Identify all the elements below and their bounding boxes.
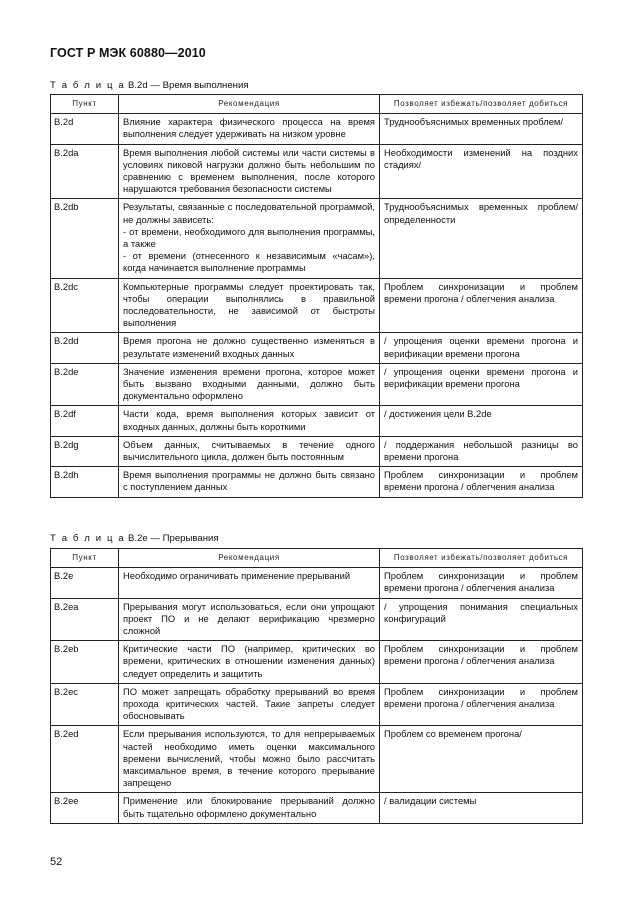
cell-item: B.2da bbox=[51, 144, 119, 199]
interrupts-table bbox=[50, 548, 583, 824]
cell-recommendation: Время прогона не должно существенно изменяться в результате изменений входных данных bbox=[119, 333, 380, 363]
table-row bbox=[51, 278, 583, 333]
document-header: ГОСТ Р МЭК 60880—2010 bbox=[50, 46, 206, 60]
table-row bbox=[51, 467, 583, 497]
caption-prefix: Т а б л и ц а bbox=[50, 533, 126, 544]
cell-recommendation: Компьютерные программы следует проектировать так, чтобы операции выполнялись в правильной последовательности, не зависимой от быстроты выполнения bbox=[119, 278, 380, 333]
table-row bbox=[51, 199, 583, 278]
cell-recommendation: Результаты, связанные с последовательной программой, не должны зависеть: - от времени, необходимого для выполнения программы, а также - от времени (отнесенного к независимым «часам»), когда начинается выполнение программы bbox=[119, 199, 380, 278]
cell-item: B.2d bbox=[51, 114, 119, 144]
cell-item: B.2dh bbox=[51, 467, 119, 497]
execution-time-table bbox=[50, 94, 583, 498]
table-row bbox=[51, 598, 583, 641]
table-body bbox=[51, 568, 583, 824]
cell-item: B.2ea bbox=[51, 598, 119, 641]
cell-allows: Проблем синхронизации и проблем времени прогона / облегчения анализа bbox=[380, 467, 583, 497]
table-row bbox=[51, 793, 583, 823]
cell-recommendation: ПО может запрещать обработку прерываний во время прохода критических частей. Такие запреты следует обосновывать bbox=[119, 683, 380, 726]
column-header-item: Пункт bbox=[51, 549, 119, 568]
column-header-item: Пункт bbox=[51, 95, 119, 114]
cell-item: B.2e bbox=[51, 568, 119, 598]
cell-allows: Проблем синхронизации и проблем времени прогона / облегчения анализа bbox=[380, 568, 583, 598]
cell-recommendation: Необходимо ограничивать применение прерываний bbox=[119, 568, 380, 598]
cell-item: B.2dd bbox=[51, 333, 119, 363]
cell-allows: Проблем синхронизации и проблем времени прогона / облегчения анализа bbox=[380, 278, 583, 333]
cell-recommendation: Прерывания могут использоваться, если они упрощают проект ПО и не делают верификацию чрезмерно сложной bbox=[119, 598, 380, 641]
cell-item: B.2de bbox=[51, 363, 119, 406]
cell-recommendation: Влияние характера физического процесса на время выполнения следует удерживать на низком уровне bbox=[119, 114, 380, 144]
cell-recommendation: Применение или блокирование прерываний должно быть тщательно оформлено документально bbox=[119, 793, 380, 823]
table-row bbox=[51, 683, 583, 726]
cell-item: B.2df bbox=[51, 406, 119, 436]
cell-allows: / упрощения оценки времени прогона и верификации времени прогона bbox=[380, 333, 583, 363]
cell-allows: Проблем синхронизации и проблем времени прогона / облегчения анализа bbox=[380, 641, 583, 684]
cell-allows: Труднообъяснимых временных проблем/ определенности bbox=[380, 199, 583, 278]
cell-recommendation: Части кода, время выполнения которых зависит от входных данных, должны быть короткими bbox=[119, 406, 380, 436]
cell-recommendation: Время выполнения программы не должно быть связано с поступлением данных bbox=[119, 467, 380, 497]
cell-item: B.2ee bbox=[51, 793, 119, 823]
table-row bbox=[51, 406, 583, 436]
table-row bbox=[51, 568, 583, 598]
cell-item: B.2dc bbox=[51, 278, 119, 333]
table-row bbox=[51, 641, 583, 684]
table-row bbox=[51, 436, 583, 466]
table-caption bbox=[50, 533, 219, 544]
cell-item: B.2ed bbox=[51, 726, 119, 793]
cell-recommendation: Время выполнения любой системы или части системы в условиях пиковой нагрузки должно быть небольшим по сравнению с временем выполнения, после которого нарушаются требования безопасности системы bbox=[119, 144, 380, 199]
caption-text: B.2d — Время выполнения bbox=[127, 80, 249, 91]
column-header-allows: Позволяет избежать/позволяет добиться bbox=[380, 549, 583, 568]
cell-allows: / упрощения оценки времени прогона и верификации времени прогона bbox=[380, 363, 583, 406]
table-row bbox=[51, 144, 583, 199]
column-header-recommendation: Рекомендация bbox=[119, 549, 380, 568]
cell-allows: Труднообъяснимых временных проблем/ bbox=[380, 114, 583, 144]
cell-item: B.2db bbox=[51, 199, 119, 278]
table-header-row bbox=[51, 95, 583, 114]
cell-allows: / поддержания небольшой разницы во времени прогона bbox=[380, 436, 583, 466]
cell-item: B.2ec bbox=[51, 683, 119, 726]
caption-prefix: Т а б л и ц а bbox=[50, 80, 126, 91]
cell-allows: Проблем со временем прогона/ bbox=[380, 726, 583, 793]
table-row bbox=[51, 333, 583, 363]
table-header-row bbox=[51, 549, 583, 568]
table-row bbox=[51, 726, 583, 793]
table-caption bbox=[50, 80, 249, 91]
cell-recommendation: Если прерывания используются, то для непрерываемых частей необходимо иметь оценки максимального времени вычислений, чтобы можно было рассчитать максимальное время, в течение которого прерывание запрещено bbox=[119, 726, 380, 793]
cell-recommendation: Объем данных, считываемых в течение одного вычислительного цикла, должен быть постоянным bbox=[119, 436, 380, 466]
cell-recommendation: Критические части ПО (например, критических во времени, критических в отношении изменения данных) следует определить и защитить bbox=[119, 641, 380, 684]
cell-recommendation: Значение изменения времени прогона, которое может быть вызвано входными данными, должно быть документально оформлено bbox=[119, 363, 380, 406]
cell-allows: / достижения цели B.2de bbox=[380, 406, 583, 436]
cell-allows: Проблем синхронизации и проблем времени прогона / облегчения анализа bbox=[380, 683, 583, 726]
column-header-allows: Позволяет избежать/позволяет добиться bbox=[380, 95, 583, 114]
table-row bbox=[51, 114, 583, 144]
cell-allows: / валидации системы bbox=[380, 793, 583, 823]
table-body bbox=[51, 114, 583, 497]
table-row bbox=[51, 363, 583, 406]
cell-allows: / упрощения понимания специальных конфигураций bbox=[380, 598, 583, 641]
cell-allows: Необходимости изменений на поздних стадиях/ bbox=[380, 144, 583, 199]
column-header-recommendation: Рекомендация bbox=[119, 95, 380, 114]
cell-item: B.2dg bbox=[51, 436, 119, 466]
page-number: 52 bbox=[50, 856, 63, 868]
caption-text: B.2e — Прерывания bbox=[127, 533, 219, 544]
cell-item: B.2eb bbox=[51, 641, 119, 684]
